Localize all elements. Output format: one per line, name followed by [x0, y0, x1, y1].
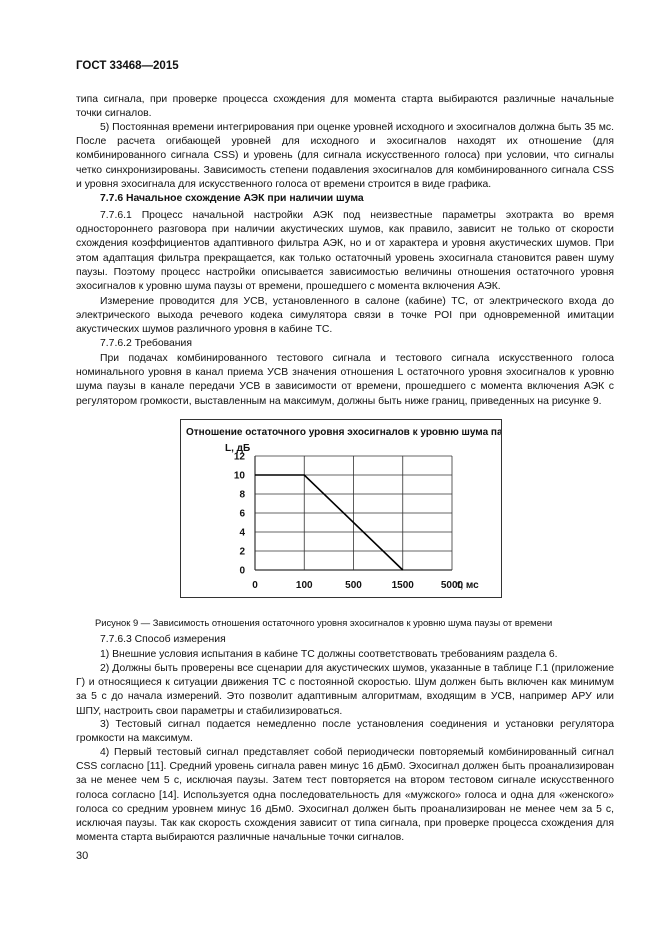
- series-line: [255, 475, 403, 570]
- x-tick-label: 5000: [440, 580, 464, 591]
- x-tick-label: 100: [295, 580, 313, 591]
- y-tick-label: 10: [233, 470, 245, 482]
- x-tick-label: 500: [345, 580, 362, 591]
- y-tick-label: 4: [239, 527, 245, 539]
- chart-grid: [255, 456, 452, 570]
- chart-title: Отношение остаточного уровня эхосигналов к уровню шума паузы: [186, 427, 501, 438]
- y-tick-label: 6: [239, 508, 245, 520]
- list-item-1: 1) Внешние условия испытания в кабине ТС должны соответствовать требованиям раздела 6.: [100, 649, 558, 660]
- figure-caption: Рисунок 9 — Зависимость отношения остаточного уровня эхосигналов к уровню шума паузы от времени: [95, 617, 553, 628]
- list-item-3: 3) Тестовый сигнал подается немедленно после установления соединения и установки регулятора громкости на максимум.: [76, 719, 614, 745]
- paragraph-7-7-6-2: При подачах комбинированного тестового сигнала и тестового сигнала искусственного голоса номинального уровня в канал приема УСВ значения отношения L остаточного уровня эхосигналов к уровню шума паузы в канале передачи УСВ в зависимости от времени, прошедшего с момента включения АЭК с регулятором громкости, выставленным на максимум, должны быть ниже границ, приведенных на рисунке 9.: [76, 353, 614, 407]
- paragraph-top: типа сигнала, при проверке процесса схождения для момента старта выбираются различные начальные точки сигналов.: [76, 94, 614, 120]
- figure-9-chart: [180, 419, 502, 598]
- list-item-2: 2) Должны быть проверены все сценарии для акустических шумов, указанные в таблице Г.1 (приложение Г) и относящиеся к ситуации движения ТС с постоянной скоростью. Шум должен быть включен как минимум за 5 с до начала измерений. Это позволит адаптивным алгоритмам, входящим в УСВ, например АРУ или ШПУ, настроить свои параметры и стабилизироваться.: [76, 663, 614, 717]
- document-header: ГОСТ 33468—2015: [76, 60, 179, 72]
- y-tick-label: 0: [239, 565, 245, 577]
- x-tick-label: 0: [252, 580, 258, 591]
- x-axis-label: t, мс: [457, 580, 479, 591]
- y-tick-label: 8: [239, 489, 245, 501]
- section-heading-7-7-6: 7.7.6 Начальное схождение АЭК при наличии шума: [100, 193, 364, 204]
- x-tick-labels: [252, 580, 463, 591]
- y-tick-labels: [234, 452, 246, 577]
- chart-series: [255, 475, 403, 570]
- paragraph-7-7-6-1: 7.7.6.1 Процесс начальной настройки АЭК под неизвестные параметры эхотракта во время одностороннего разговора при наличии акустических шумов, как правило, зависит не только от скорости схождения коэффициентов адаптивного фильтра АЭК, но и от характера и уровня акустических шумов. При этом адаптация фильтра прекращается, как только остаточный уровень эхосигнала становится равен шуму паузы. Поэтому процесс настройки описывается зависимостью величины отношения остаточного уровня эхосигналов к уровню шума паузы от времени, прошедшего с момента включения АЭК.: [76, 210, 614, 293]
- y-tick-label: 2: [239, 546, 245, 558]
- page-number: 30: [76, 850, 89, 862]
- paragraph-item-5: 5) Постоянная времени интегрирования при оценке уровней исходного и эхосигналов должна быть 35 мс. После расчета огибающей уровней для исходного и эхосигналов находят их отношение (для комбинированного сигнала CSS) и уровень (для сигнала искусственного голоса) при условии, что сигналы четко синхронизированы. Зависимость степени подавления эхосигналов для комбинированного сигнала CSS и уровня эхосигнала для искусственного голоса от времени строится в виде графика.: [76, 122, 614, 190]
- y-tick-label: 12: [233, 451, 245, 463]
- list-item-4: 4) Первый тестовый сигнал представляет собой периодически повторяемый комбинированный сигнал CSS согласно [11]. Средний уровень сигнала равен минус 16 дБм0. Эхосигнал должен быть проанализирован за не менее чем 5 с, исключая паузы. Затем тест повторяется на втором тестовом сигнале искусственного голоса согласно [14]. Используется одна последовательность для «мужского» голоса и одна для «женского» голоса со средним уровнем минус 16 дБм0. Эхосигнал должен быть проанализирован не менее чем за 5 с, исключая паузы. Так как скорость схождения зависит от типа сигнала, при проверке процесса схождения для момента старта выбираются различные начальные точки сигналов.: [76, 747, 614, 844]
- section-heading-7-7-6-2: 7.7.6.2 Требования: [100, 338, 192, 349]
- y-axis-label: L, дБ: [225, 443, 251, 454]
- paragraph-measurement: Измерение проводится для УСВ, установленного в салоне (кабине) ТС, от электрического входа до электрического выхода речевого кодека симулятора связи в точке POI при одновременной имитации акустических шумов различного уровня в кабине ТС.: [76, 296, 614, 336]
- chart-svg: [181, 420, 501, 597]
- x-tick-label: 1500: [391, 580, 414, 591]
- section-heading-7-7-6-3: 7.7.6.3 Способ измерения: [100, 634, 226, 645]
